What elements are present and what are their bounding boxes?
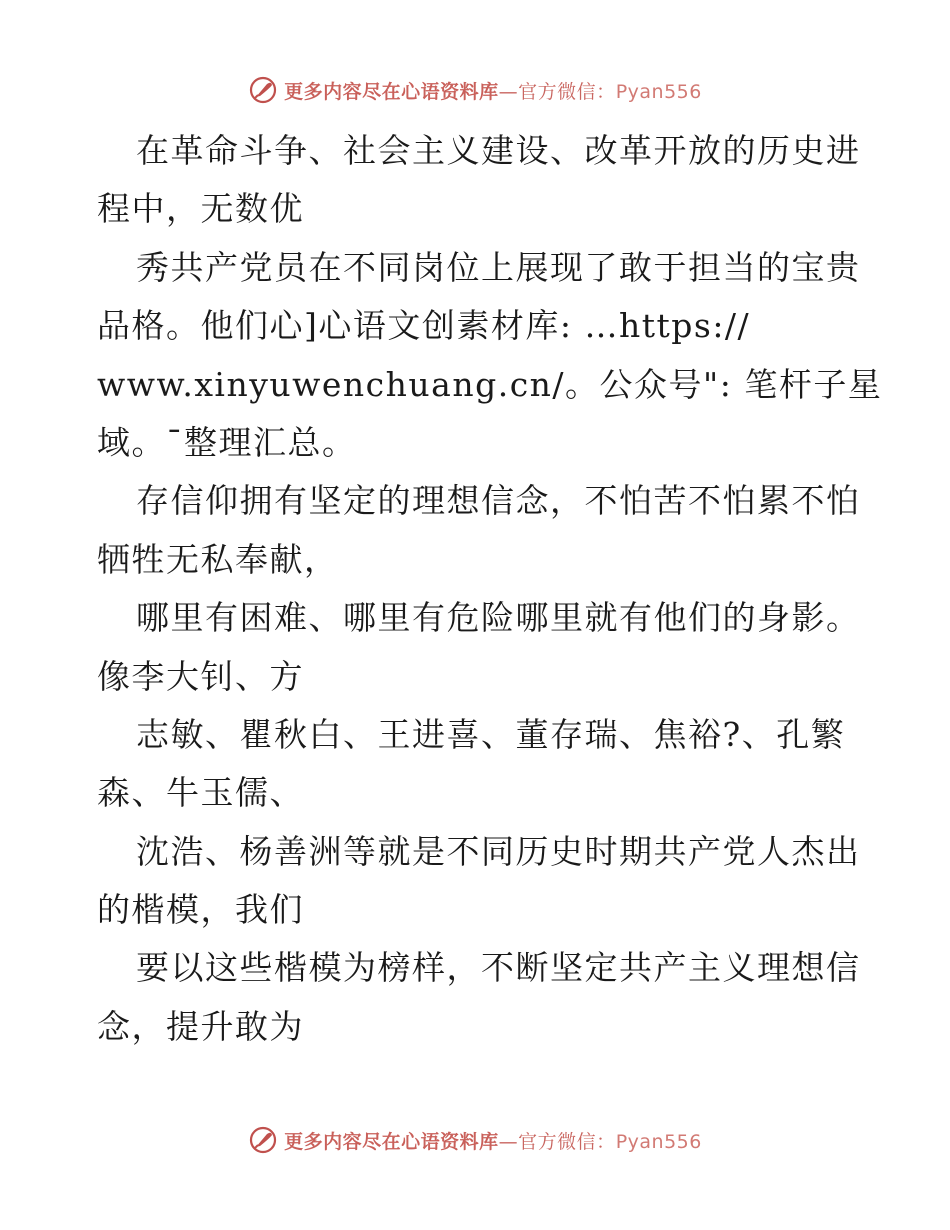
- body-line: 沈浩、杨善洲等就是不同历史时期共产党人杰出: [136, 831, 861, 871]
- body-line: 志敏、瞿秋白、王进喜、董存瑞、焦裕?、孔繁: [136, 714, 846, 754]
- watermark-wechat-label: —官方微信：: [498, 80, 616, 103]
- body-line: 哪里有困难、哪里有危险哪里就有他们的身影。: [136, 598, 861, 638]
- body-line: 域。¯整理汇总。: [97, 422, 357, 462]
- watermark-main-text: 更多内容尽在心语资料库: [284, 80, 499, 103]
- quill-pen-logo-icon: [248, 75, 278, 105]
- watermark-main-text: 更多内容尽在心语资料库: [284, 1130, 499, 1153]
- body-line: 秀共产党员在不同岗位上展现了敢于担当的宝贵: [136, 247, 861, 287]
- body-line: 程中，无数优: [97, 189, 304, 229]
- watermark-wechat-id: Pyan556: [615, 80, 702, 103]
- body-line: 要以这些楷模为榜样，不断坚定共产主义理想信: [136, 948, 861, 988]
- body-line: 森、牛玉儒、: [97, 773, 304, 813]
- watermark-wechat-id: Pyan556: [615, 1130, 702, 1153]
- body-line: 念，提升敢为: [97, 1006, 304, 1046]
- quill-pen-logo-icon: [248, 1125, 278, 1155]
- body-line: 的楷模，我们: [97, 890, 304, 930]
- body-line: 像李大钊、方: [97, 656, 304, 696]
- body-line: 品格。他们心]心语文创素材库: …https://: [97, 306, 751, 346]
- body-line: www.xinyuwenchuang.cn/。公众号": 笔杆子星: [97, 364, 883, 404]
- watermark-wechat-label: —官方微信：: [498, 1130, 616, 1153]
- document-body: [97, 122, 883, 1056]
- body-line: 存信仰拥有坚定的理想信念，不怕苦不怕累不怕: [136, 481, 861, 521]
- body-line: 牺牲无私奉献，: [97, 539, 339, 579]
- footer-watermark: [0, 1123, 950, 1157]
- watermark-text: [284, 77, 702, 104]
- watermark-text: [284, 1127, 702, 1154]
- body-line: 在革命斗争、社会主义建设、改革开放的历史进: [136, 131, 861, 170]
- header-watermark: [0, 73, 950, 107]
